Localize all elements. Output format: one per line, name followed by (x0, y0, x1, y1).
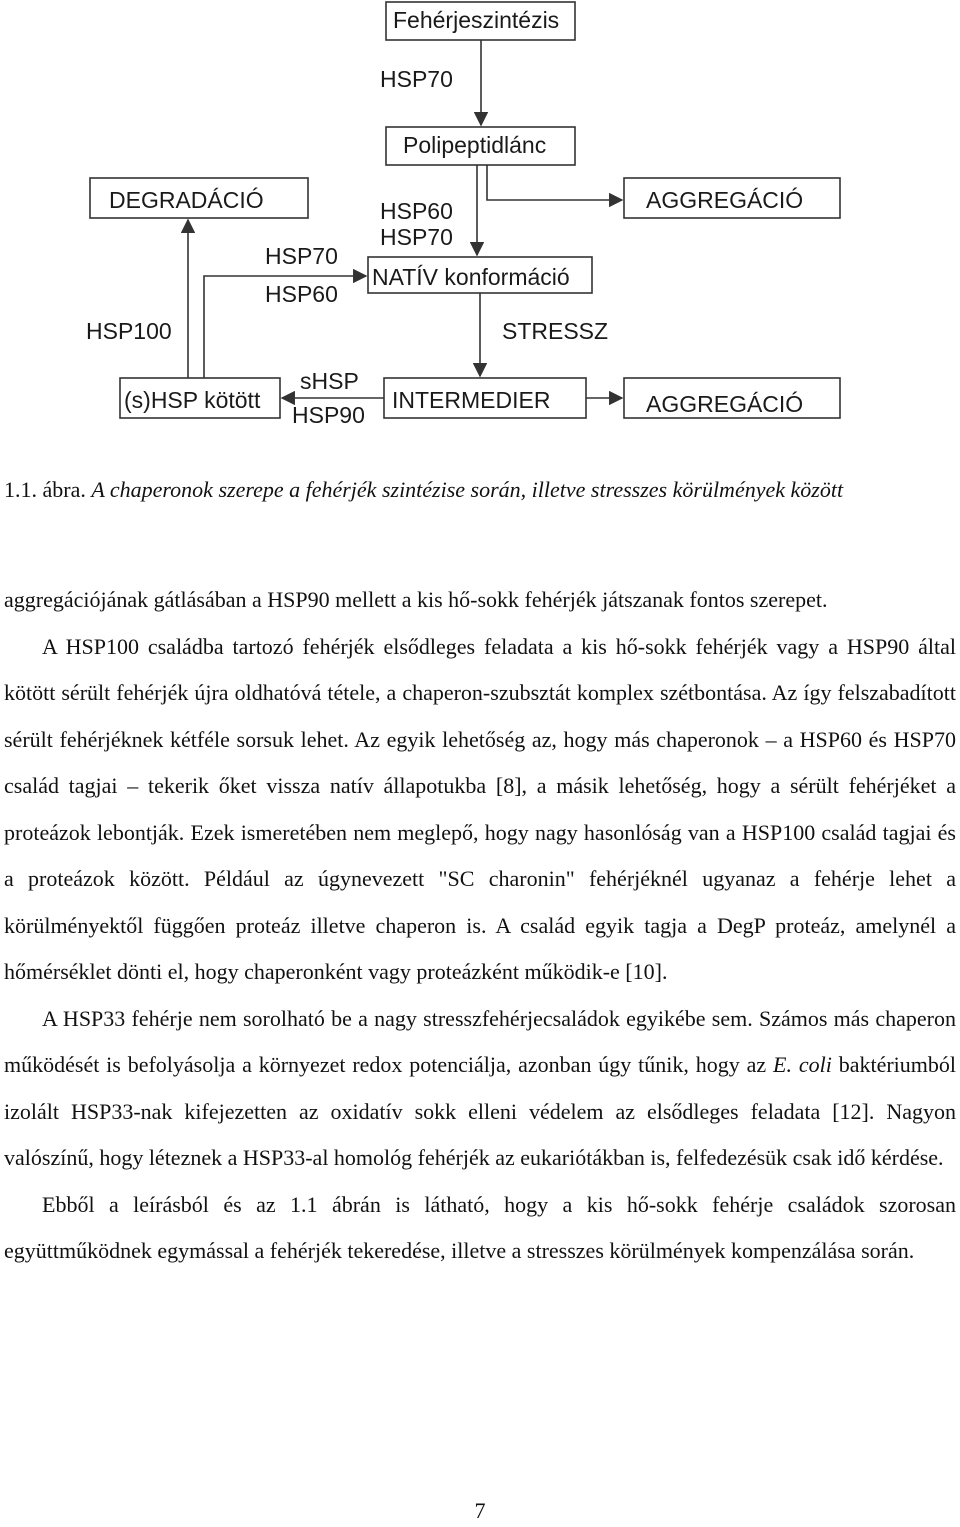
bound-label: (s)HSP kötött (124, 387, 261, 413)
paragraph-3-part-2: baktériumból izolált HSP33-nak kifejezetten az oxidatív sokk elleni védelem az elsődleges feladata [12]. Nagyon valószínű, hogy léteznek a HSP33-al homológ fehérjék az eukariótákban is, felfedezésük csak idő kérdése. (4, 1052, 956, 1170)
paragraph-2: A HSP100 családba tartozó fehérjék elsődleges feladata a kis hő-sokk fehérjék vagy a HSP90 által kötött sérült fehérjék újra oldhatóvá tétele, a chaperon-szubsztát komplex szétbontása. Az így felszabadított sérült fehérjéknek kétféle sorsuk lehet. Az egyik lehetőség az, hogy más chaperonok – a HSP60 és HSP70 család tagjai – tekerik őket vissza natív állapotukba [8], a másik lehetőség, hogy a sérült fehérjéket a proteázok lebontják. Ezek ismeretében nem meglepő, hogy nagy hasonlóság van a HSP100 család tagjai és a proteázok között. Például az úgynevezett "SC charonin" fehérjéknél ugyanaz a fehérje lehet a körülményektől függően proteáz illetve chaperon is. A család egyik tagja a DegP proteáz, amelynél a hőmérséklet dönti el, hogy chaperonként vagy proteázként működik-e [10]. (4, 633, 956, 984)
stress-label: STRESSZ (502, 318, 609, 344)
caption-number: 1.1. ábra. (4, 477, 86, 502)
paragraph-3-part-1: A HSP33 fehérje nem sorolható be a nagy stresszfehérjecsaládok egyikébe sem. Számos más chaperon működését is befolyásolja a környezet redox potenciálja, azonban úgy tűnik, hogy az (4, 1005, 956, 1077)
polypeptide-label: Polipeptidlánc (403, 132, 547, 158)
figure-caption (4, 466, 954, 514)
species-name: E. coli (773, 1052, 832, 1077)
degradation-label: DEGRADÁCIÓ (109, 187, 264, 213)
intermediate-label: INTERMEDIER (392, 387, 551, 413)
shsp-label: sHSP (300, 368, 359, 394)
hsp100-label: HSP100 (86, 318, 172, 344)
hsp60-mid-label: HSP60 (380, 198, 453, 224)
body-text (4, 577, 956, 1275)
native-label: NATÍV konformáció (372, 264, 570, 290)
hsp60-left-label: HSP60 (265, 281, 338, 307)
page-number: 7 (474, 1498, 486, 1523)
aggregation-top-label: AGGREGÁCIÓ (646, 187, 804, 213)
hsp70-left-label: HSP70 (265, 243, 338, 269)
hsp70-top-label: HSP70 (380, 66, 453, 92)
aggregation-bottom-label: AGGREGÁCIÓ (646, 391, 804, 417)
hsp70-mid-label: HSP70 (380, 224, 453, 250)
hsp90-label: HSP90 (292, 402, 365, 428)
paragraph-4: Ebből a leírásból és az 1.1 ábrán is látható, hogy a kis hő-sokk fehérje családok szorosan együttműködnek egymással a fehérjék tekeredése, illetve a stresszes körülmények kompenzálása során. (4, 1191, 956, 1263)
pathway-diagram (0, 0, 960, 440)
paragraph-1: aggregációjának gátlásában a HSP90 mellett a kis hő-sokk fehérjék játszanak fontos szerepet. (4, 587, 828, 612)
synthesis-label: Fehérjeszintézis (393, 7, 560, 33)
caption-text: A chaperonok szerepe a fehérjék szintézise során, illetve stresszes körülmények között (91, 477, 844, 502)
paragraph-3 (4, 996, 956, 1182)
diagram-lines (0, 0, 960, 440)
arrow-polypeptide-aggregation (487, 165, 622, 200)
